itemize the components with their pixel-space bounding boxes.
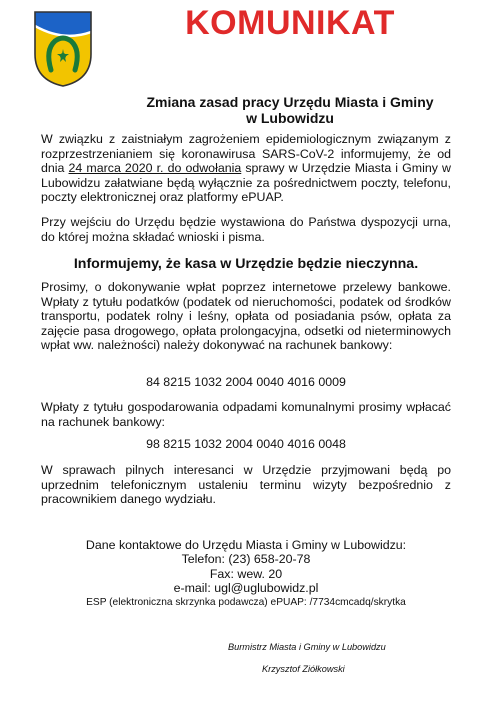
paragraph-intro: [41, 132, 451, 205]
subtitle-line-1: Zmiana zasad pracy Urzędu Miasta i Gminy: [146, 94, 434, 110]
intro-text-start: W związku z zaistniałym zagrożeniem epidemiologicznym związanym z rozprzestrzenianiem się koronawirusa SARS-CoV-2 informujemy, że od dnia: [41, 132, 451, 176]
cash-desk-closed-notice: Informujemy, że kasa w Urzędzie będzie nieczynna.: [73, 256, 419, 272]
page-title: KOMUNIKAT: [185, 4, 395, 42]
contact-fax: Fax: wew. 20: [209, 566, 283, 581]
bank-account-taxes: 84 8215 1032 2004 0040 4016 0009: [146, 375, 346, 389]
paragraph-tax-payments: Prosimy, o dokonywanie wpłat poprzez internetowe przelewy bankowe. Wpłaty z tytułu podatków (podatek od nieruchomości, podatek od środków transportu, podatek rolny i leśny, opłata od posiadania psów, opłata za zajęcie pasa drogowego, opłata prolongacyjna, odsetki od nieterminowych wpłat ww. należności) należy dokonywać na rachunek bankowy:: [41, 280, 451, 353]
municipal-coat-of-arms-icon: [33, 10, 93, 88]
intro-date-underlined: 24 marca 2020 r. do odwołania: [68, 161, 242, 176]
notice-subtitle: [140, 94, 440, 126]
bank-account-waste: 98 8215 1032 2004 0040 4016 0048: [146, 437, 346, 451]
paragraph-waste-payments: Wpłaty z tytułu gospodarowania odpadami komunalnymi prosimy wpłacać na rachunek bankowy:: [41, 400, 451, 429]
intro-text-end: sprawy w Urzędzie Miasta i Gminy w Lubowidzu załatwiane będą wyłącznie za pośrednictwem poczty, telefonu, poczty elektronicznej oraz platformy ePUAP.: [41, 161, 451, 205]
contact-email: e-mail: ugl@uglubowidz.pl: [173, 581, 319, 596]
subtitle-line-2: w Lubowidzu: [246, 110, 334, 126]
contact-heading: Dane kontaktowe do Urzędu Miasta i Gminy w Lubowidzu:: [85, 538, 407, 552]
signature-role: Burmistrz Miasta i Gminy w Lubowidzu: [228, 642, 386, 652]
contact-phone: Telefon: (23) 658-20-78: [181, 552, 311, 567]
signature-name: Krzysztof Ziółkowski: [262, 664, 345, 674]
contact-esp: ESP (elektroniczna skrzynka podawcza) ePUAP: /7734cmcadq/skrytka: [86, 596, 406, 608]
paragraph-urn: Przy wejściu do Urzędu będzie wystawiona do Państwa dyspozycji urna, do której można składać wnioski i pisma.: [41, 215, 451, 244]
contact-details: [41, 538, 451, 610]
paragraph-urgent-matters: W sprawach pilnych interesanci w Urzędzie przyjmowani będą po uprzednim telefonicznym ustaleniu terminu wizyty bezpośrednio z pracownikiem danego wydziału.: [41, 463, 451, 507]
